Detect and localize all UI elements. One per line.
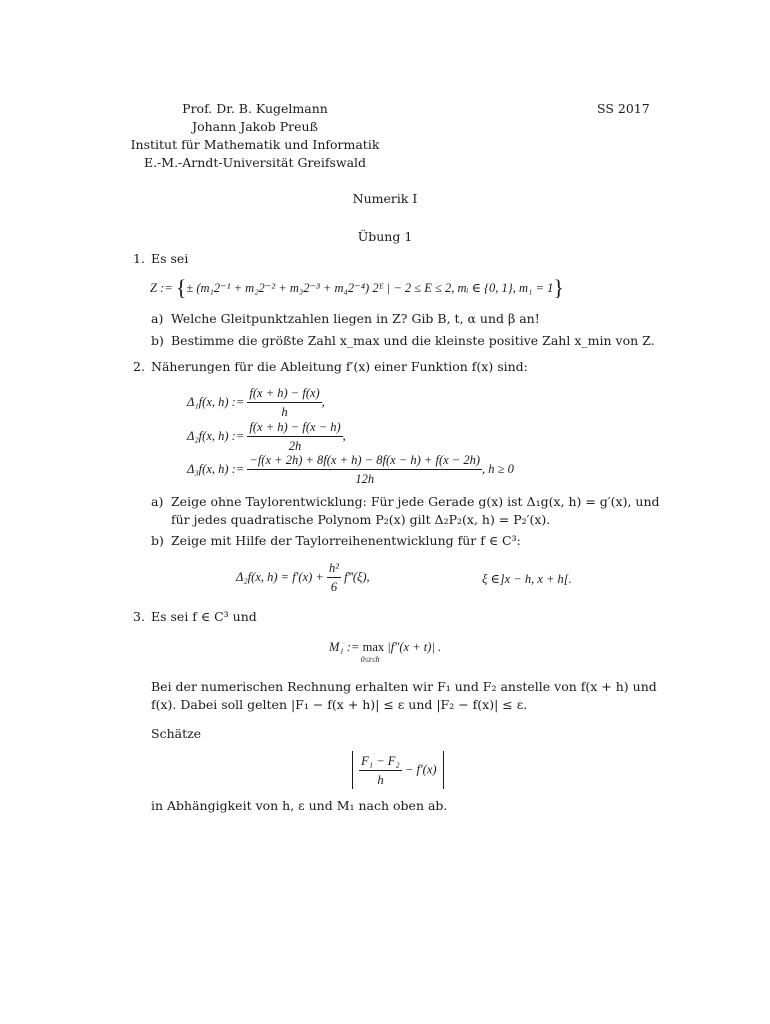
author-block [110, 100, 400, 172]
task-1a-label: a) [151, 311, 164, 326]
m1-max: max [362, 640, 385, 654]
task-3-closing: in Abhängigkeit von h, ε und M₁ nach oben ab. [151, 798, 448, 813]
task-1a-text: Welche Gleitpunktzahlen liegen in Z? Gib B, t, α und β an! [171, 311, 540, 326]
header-university: E.-M.-Arndt-Universität Greifswald [143, 155, 367, 170]
formula-z-lhs: Z := [150, 281, 173, 295]
taylor-lhs: Δ₂f(x, h) = f′(x) + [236, 570, 324, 584]
task-2a-line-2: für jedes quadratische Polynom P₂(x) gilt Δ₂P₂(x, h) = P₂′(x). [171, 512, 551, 527]
delta-2-formula: Δ₂f(x, h) := $\frac{f(x + h) - f(x - h)}{2h}$ , [187, 420, 346, 453]
semester-label: SS 2017 [597, 101, 650, 116]
task-1-formula [150, 275, 564, 300]
taylor-denominator: 6 [330, 580, 338, 594]
delta-1-denominator: h [281, 405, 288, 419]
header-professor: Prof. Dr. B. Kugelmann [182, 101, 328, 116]
task-1b-label: b) [151, 333, 164, 348]
delta-1-lhs: Δ₁f(x, h) := [187, 395, 245, 409]
formula-z-body: ± (m₁2⁻¹ + m₂2⁻² + m₃2⁻³ + m₄2⁻⁴) 2ᴱ | − 2 ≤ E ≤ 2, mᵢ ∈ {0, 1}, m₁ = 1 [186, 281, 554, 295]
m1-max-operator [360, 638, 385, 664]
task-3-schaetze: Schätze [151, 726, 202, 741]
task-2-intro: Näherungen für die Ableitung f′(x) einer Funktion f(x) sind: [151, 359, 528, 374]
delta-3-lhs: Δ₃f(x, h) := [187, 462, 245, 476]
task-2a-line-1: Zeige ohne Taylorentwicklung: Für jede Gerade g(x) ist Δ₁g(x, h) = g′(x), und [171, 494, 660, 509]
task-3-para-line-1: Bei der numerischen Rechnung erhalten wir F₁ und F₂ anstelle von f(x + h) und [151, 679, 657, 694]
task-1-intro: Es sei [151, 251, 189, 266]
header-institute: Institut für Mathematik und Informatik [130, 137, 380, 152]
delta-2-lhs: Δ₂f(x, h) := [187, 429, 245, 443]
task-3-intro: Es sei f ∈ C³ und [151, 609, 257, 624]
estimate-rhs: − f′(x) [404, 762, 437, 777]
abs-bar-right [443, 751, 444, 789]
taylor-numerator: h² [327, 560, 341, 578]
estimate-denominator: h [377, 772, 384, 787]
estimate-fraction [359, 753, 402, 788]
task-2b-text: Zeige mit Hilfe der Taylorreihenentwicklung für f ∈ C³: [171, 533, 521, 548]
m1-max-range: 0≤t≤h [360, 655, 380, 664]
task-2-number: 2. [133, 359, 145, 374]
delta-2-fraction [247, 419, 342, 454]
header-assistant: Johann Jakob Preuß [192, 119, 318, 134]
delta-1-fraction [247, 385, 321, 420]
task-2a-label: a) [151, 494, 164, 509]
delta-3-formula [187, 452, 514, 487]
left-brace: { [175, 275, 187, 300]
delta-3-condition: , h ≥ 0 [482, 462, 514, 476]
delta-2-numerator: f(x + h) − f(x − h) [247, 419, 342, 437]
abs-bar-left [352, 751, 353, 789]
task-3-para-line-2: f(x). Dabei soll gelten |F₁ − f(x + h)| ≤ ε und |F₂ − f(x)| ≤ ε. [151, 697, 528, 712]
taylor-formula [236, 560, 370, 595]
delta-3-fraction [247, 452, 482, 487]
delta-2-denominator: 2h [288, 439, 302, 453]
page-title: Numerik I [352, 191, 418, 206]
m1-lhs: M₁ := [329, 640, 360, 654]
taylor-rhs: f‴(ξ), [344, 570, 370, 584]
page-subtitle: Übung 1 [357, 229, 413, 244]
m1-rhs: |f″(x + t)| . [387, 640, 442, 654]
m1-definition [329, 638, 442, 664]
delta-3-denominator: 12h [355, 472, 375, 486]
task-1-number: 1. [133, 251, 145, 266]
right-brace: } [553, 275, 564, 300]
delta-1-formula: Δ₁f(x, h) := $\frac{f(x + h) - f(x)}{h}$ , [187, 386, 325, 419]
estimate-numerator: F₁ − F₂ [359, 753, 402, 771]
taylor-fraction [327, 560, 341, 595]
task-1b-text: Bestimme die größte Zahl x_max und die kleinste positive Zahl x_min von Z. [171, 333, 655, 348]
task-3-number: 3. [133, 609, 145, 624]
task-2b-label: b) [151, 533, 164, 548]
estimate-expression [349, 751, 447, 789]
delta-3-numerator: −f(x + 2h) + 8f(x + h) − 8f(x − h) + f(x − 2h) [247, 452, 482, 470]
taylor-xi-interval: ξ ∈]x − h, x + h[. [482, 572, 572, 586]
delta-1-numerator: f(x + h) − f(x) [247, 385, 321, 403]
